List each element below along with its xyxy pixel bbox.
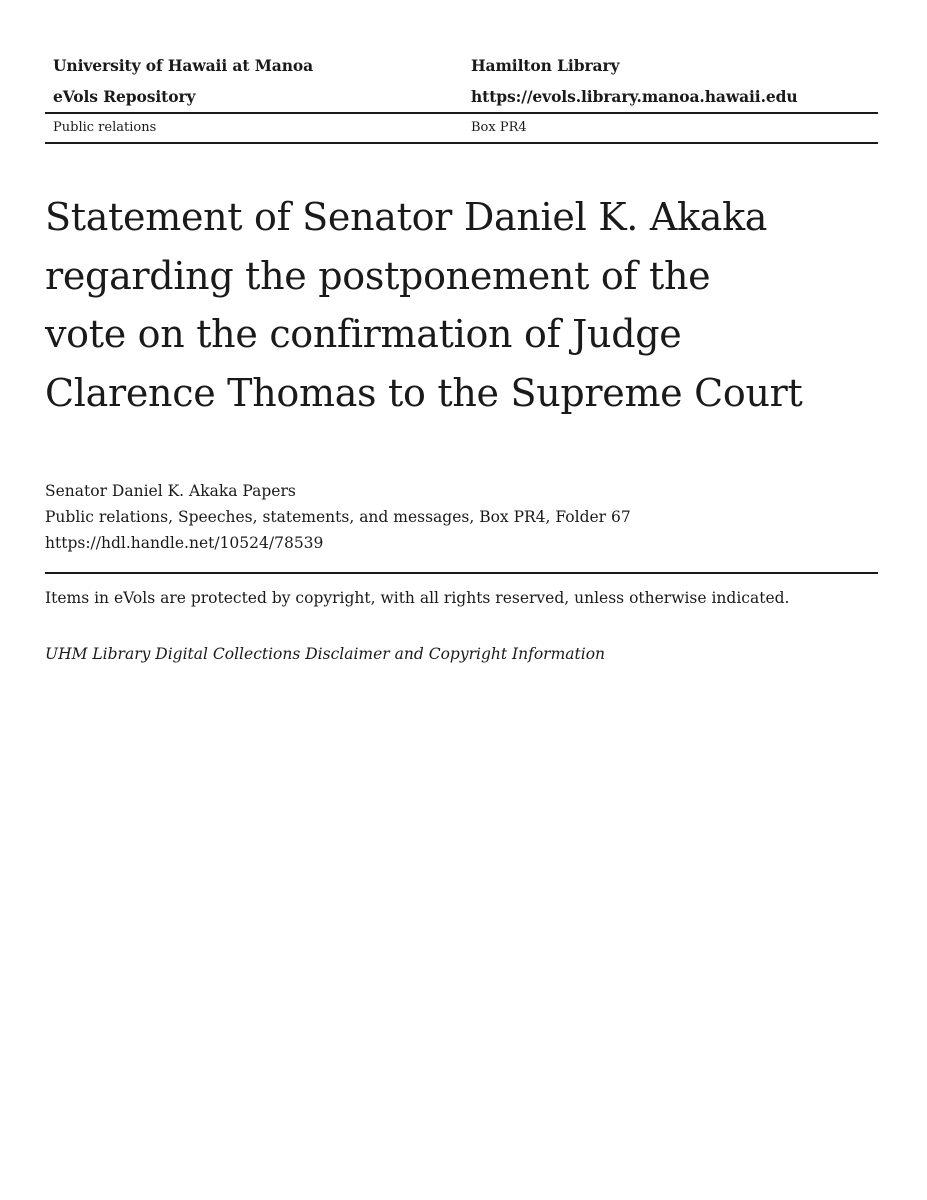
series-name: Public relations (53, 120, 157, 135)
title-line: Clarence Thomas to the Supreme Court (45, 370, 803, 415)
collection-name: Senator Daniel K. Akaka Papers (45, 482, 296, 500)
footer-divider (45, 572, 878, 574)
header-row-top (45, 50, 878, 81)
copyright-notice: Items in eVols are protected by copyright, with all rights reserved, unless otherwise indicated. (45, 589, 790, 607)
box-label: Box PR4 (471, 120, 527, 135)
folder-location: Public relations, Speeches, statements, and messages, Box PR4, Folder 67 (45, 508, 631, 526)
repository-name: eVols Repository (53, 87, 196, 106)
document-metadata (45, 478, 631, 556)
institution-name: University of Hawaii at Manoa (53, 56, 314, 75)
document-header (45, 50, 878, 144)
library-name: Hamilton Library (471, 56, 620, 75)
title-line: vote on the confirmation of Judge (45, 312, 682, 356)
header-row-series (45, 114, 878, 142)
title-line: regarding the postponement of the (45, 253, 711, 298)
header-row-second (45, 81, 878, 112)
document-title (45, 188, 845, 422)
title-line: Statement of Senator Daniel K. Akaka (45, 195, 768, 239)
header-divider-bottom (45, 142, 878, 144)
handle-link[interactable]: https://hdl.handle.net/10524/78539 (45, 534, 324, 552)
disclaimer-link[interactable]: UHM Library Digital Collections Disclaimer and Copyright Information (45, 645, 606, 663)
repository-url-link[interactable]: https://evols.library.manoa.hawaii.edu (471, 87, 798, 106)
